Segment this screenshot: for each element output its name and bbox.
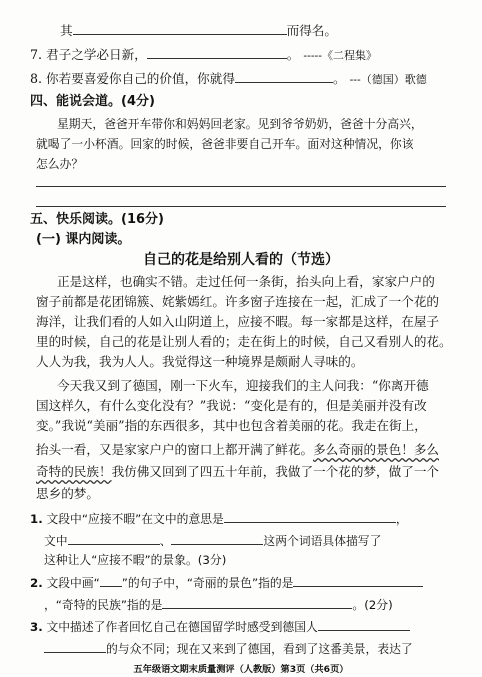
q1-text-b-end: 这两个词语具体描写了 — [263, 534, 382, 548]
q6-start: 其 — [60, 23, 73, 38]
q3-line-b — [44, 638, 413, 659]
wavy-underlined-sentence: 多么奇丽的景色！多么 — [313, 442, 439, 457]
section4-line-3: 怎么办？ — [36, 157, 84, 171]
passage-line: 今天我又到了德国，刚一下火车，迎接我们的主人问我：“你离开德 — [57, 378, 429, 393]
q2-text-a2: ”的句子中，“奇丽的景色”指的是 — [121, 576, 294, 590]
passage-text: 我仿佛又回到了四五十年前，我做了一个花的梦，做了一个 — [111, 464, 439, 479]
passage-line — [36, 462, 439, 482]
q7-source: -----《二程集》 — [303, 49, 377, 62]
passage-line: 海洋，让我们看的人如入山阴道上，应接不暇。每一家都是这样，在屋子 — [36, 314, 439, 329]
q1-line-a — [30, 508, 408, 529]
q7-line — [30, 44, 377, 66]
q3-number: 3. — [30, 620, 43, 634]
section5-heading: 五、快乐阅读。(16分) — [30, 212, 164, 227]
passage-line: 思乡的梦。 — [36, 486, 99, 501]
q6-line — [60, 20, 337, 41]
q3-line-a — [30, 616, 410, 637]
passage-line: 窗子前都是花团锦簇、姹紫嫣红。许多窗子连接在一起，汇成了一个花的 — [36, 294, 439, 309]
q1-blank-3[interactable] — [171, 530, 263, 545]
passage-text: 抬头一看，又是家家户户的窗口上都开满了鲜花。 — [36, 442, 314, 457]
passage-title: 自己的花是给别人看的（节选） — [143, 252, 339, 268]
passage-line — [36, 440, 439, 460]
passage-line: 国这样久，有什么变化没有？”我说：“变化是有的，但是美丽并没有改 — [36, 398, 427, 413]
q8-end: 。 — [332, 71, 346, 86]
answer-line-1[interactable] — [36, 186, 446, 187]
q2-blank-2[interactable] — [162, 594, 352, 609]
q1-text-a-end: ， — [395, 512, 408, 526]
q7-blank[interactable] — [147, 44, 287, 59]
section4-line-1: 星期天，爸爸开车带你和妈妈回老家。见到爷爷奶奶，爸爸十分高兴， — [57, 117, 423, 131]
q6-blank[interactable] — [73, 20, 287, 35]
answer-line-2[interactable] — [36, 206, 446, 207]
q8-blank[interactable] — [235, 68, 333, 83]
q1-number: 1. — [30, 512, 43, 526]
q2-line-b — [44, 594, 393, 615]
q1-line-c: 这种让人“应接不暇”的景象。(3分) — [44, 553, 227, 567]
q2-blank-1[interactable] — [293, 572, 423, 587]
q7-number: 7. — [30, 47, 43, 62]
q2-text-b1: ，“奇特的民族”指的是 — [44, 598, 163, 612]
q1-blank-1[interactable] — [224, 508, 396, 523]
section4-heading: 四、能说会道。(4分) — [30, 94, 155, 109]
q8-line — [30, 68, 427, 90]
q2-line-a — [30, 572, 423, 593]
q1-text-a: 文段中“应接不暇”在文中的意思是 — [46, 512, 224, 526]
q8-number: 8. — [30, 71, 43, 86]
q2-text-a1: 文段中画“ — [46, 576, 100, 590]
q2-number: 2. — [30, 576, 43, 590]
q1-line-b — [44, 530, 381, 551]
q3-blank-1[interactable] — [318, 616, 410, 631]
passage-line: 正是这样，也确实不错。走过任何一条街，抬头向上看，家家户户的 — [57, 274, 435, 289]
q7-text: 君子之学必日新， — [46, 47, 147, 62]
q3-text-b: 的与众不同；现在又来到了德国，看到了这番美景，表达了 — [106, 642, 413, 656]
page-footer: 五年级语文期末质量测评（人教版）第3页（共6页） — [133, 664, 349, 675]
q7-end: 。 — [286, 47, 300, 62]
passage-line: 人人为我，我为人人。我觉得这一种境界是颇耐人寻味的。 — [36, 354, 364, 369]
q1-sep: 、 — [159, 534, 172, 548]
q3-text-a: 文中描述了作者回忆自己在德国留学时感受到德国人 — [46, 620, 318, 634]
q3-blank-2[interactable] — [44, 638, 106, 653]
q8-source: ---（德国）歌德 — [349, 73, 427, 86]
q2-mark-blank[interactable] — [100, 572, 122, 587]
passage-line: 变。”我说“美丽”指的东西很多，其中也包含着美丽的花。我走在街上， — [36, 418, 427, 433]
section5-subheading: (一) 课内阅读。 — [36, 232, 131, 247]
q8-text: 你若要喜爱你自己的价值，你就得 — [46, 71, 235, 86]
wavy-underlined-sentence: 奇特的民族！ — [36, 464, 112, 479]
q1-text-b: 文中 — [44, 534, 68, 548]
section4-line-2: 就喝了一小杯酒。回家的时候，爸爸非要自己开车。面对这种情况，你该 — [36, 137, 414, 151]
q6-end: 而得名。 — [286, 23, 337, 38]
q1-blank-2[interactable] — [68, 530, 160, 545]
q2-text-b2: 。(2分) — [352, 598, 393, 612]
passage-line: 里的时候，自己的花是让别人看的；走在街上的时候，自己又看别人的花。 — [36, 334, 452, 349]
